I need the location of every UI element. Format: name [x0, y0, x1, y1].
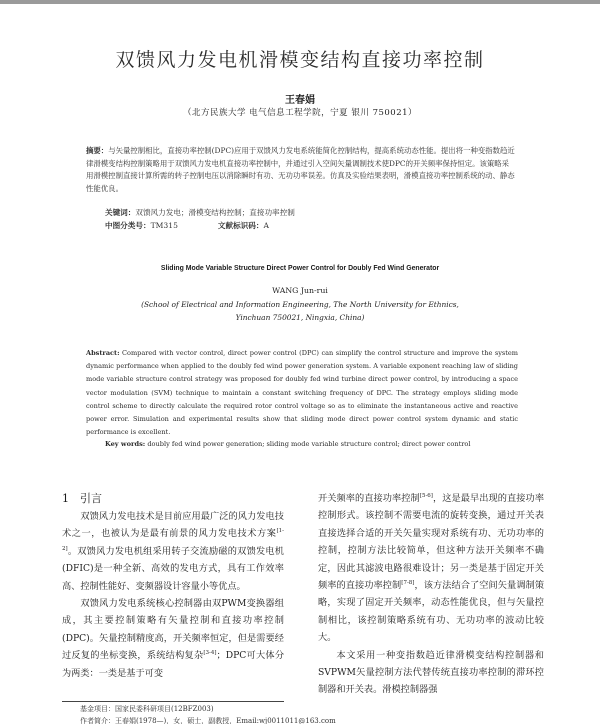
citation: [3-4]: [203, 650, 217, 657]
section-number: 1: [62, 492, 69, 505]
chinese-keywords: [105, 207, 295, 218]
english-abstract: [86, 347, 518, 439]
english-affiliation-line2: Yinchuan 750021, Ningxia, China): [235, 313, 365, 322]
english-affiliation: [0, 298, 600, 324]
english-abstract-text: Compared with vector control, direct power control (DPC) can simplify the control structure and improve the system dynamic performance when applied to the doubly fed wind power generation system. A variable exponent reaching law of sliding mode variable structure control strategy was proposed for doubly fed wind turbine direct power control, by introducing a space vector modulation (SVM) technique to maintain a constant switching frequency of DPC. The strategy employs sliding mode control scheme to directly calculate the required rotor control voltage so as to eliminate the instantaneous active and reactive power error. Simulation and experimental results show that sliding mode direct power control system dynamic and static performance is excellent.: [86, 349, 518, 437]
citation: [5-6]: [419, 492, 433, 499]
chinese-abstract-label: 摘要：: [86, 146, 109, 155]
citation: [7-8]: [401, 579, 415, 586]
chinese-keywords-label: 关键词：: [105, 208, 136, 217]
english-affiliation-line1: (School of Electrical and Information Engineering, The North University for Ethnics,: [141, 300, 459, 309]
intro-paragraph-3: 本文采用一种变指数趋近律滑模变结构控制器和SVPWM矢量控制方法代替传统直接功率控制的滞环控制器和开关表。滑模控制器强: [318, 649, 544, 696]
footnote-rule: [62, 701, 284, 702]
right-column: [318, 490, 544, 699]
author-affiliation: （北方民族大学 电气信息工程学院，宁夏 银川 750021）: [182, 108, 418, 118]
section-heading: [62, 490, 102, 506]
chinese-keywords-text: 双馈风力发电；滑模变结构控制；直接功率控制: [135, 208, 295, 217]
english-author: WANG Jun-rui: [272, 286, 328, 295]
paper-title: 双馈风力发电机滑模变结构直接功率控制: [115, 49, 485, 71]
left-column: [62, 508, 284, 682]
english-keywords-label: Key words:: [105, 440, 146, 448]
author-name: 王春娟: [285, 95, 315, 106]
doc-code: A: [263, 221, 269, 230]
top-rule: [0, 0, 600, 4]
english-abstract-label: Abstract:: [86, 349, 120, 357]
citation: [1-2]: [62, 528, 284, 552]
footnote-fund: 基金项目：国家民委科研项目(12BFZ003): [80, 705, 214, 713]
english-keywords-text: doubly fed wind power generation; sliding mode variable structure control; direct power control: [147, 440, 471, 448]
chinese-abstract: [86, 145, 516, 195]
english-keywords: [105, 440, 525, 448]
intro-paragraph-continued: 开关频率的直接功率控制[5-6]，这是最早出现的直接功率控制形式。该控制不需要电流的旋转变换，通过开关表直接选择合适的开关矢量实现对系统有功、无功功率的控制，控制方法比较简单，但这种方法开关频率不确定，因此其滤波电路很难设计；另一类是基于固定开关频率的直接功率控制[7-8]，该方法结合了空间矢量调制策略，实现了固定开关频率，动态性能优良，但与矢量控制相比，该控制策略系统有功、无功功率的波动比较大。: [318, 492, 545, 644]
section-title: 引言: [80, 492, 102, 505]
intro-paragraph-1: 双馈风力发电技术是目前应用最广泛的风力发电技术之一，也被认为是最有前景的风力发电技术方案[1-2]。双馈风力发电机组采用转子交流励磁的双馈发电机(DFIC)是一种全新、高效的发电方式，具有工作效率高、控制性能好、变频器设计容量小等优点。: [62, 511, 284, 592]
intro-paragraph-2: 双馈风力发电系统核心控制器由双PWM变换器组成，其主要控制策略有矢量控制和直接功率控制(DPC)。矢量控制精度高，开关频率恒定，但是需要经过反复的坐标变换，系统结构复杂[3-4]；DPC可大体分为两类：一类是基于可变: [62, 598, 285, 679]
doc-code-label: 文献标识码：: [217, 221, 264, 230]
chinese-abstract-text: 与矢量控制相比，直接功率控制(DPC)应用于双馈风力发电系统能简化控制结构，提高系统动态性能。提出将一种变指数趋近律滑模变结构控制策略用于双馈风力发电机直接功率控制中，并通过引入空间矢量调制技术使DPC的开关频率保持恒定。该策略采用滑模控制直接计算所需的转子控制电压以消除瞬时有功、无功功率误差。仿真及实验结果表明，滑模直接功率控制系统的动、静态性能优良。: [86, 146, 515, 193]
english-title: Sliding Mode Variable Structure Direct Power Control for Doubly Fed Wind Generator: [160, 265, 440, 272]
classification-line: [105, 220, 269, 231]
footnote-author: 作者简介：王春娟(1978—)，女，硕士，副教授，Email:wj0011011@163.com: [80, 717, 336, 724]
clc-label: 中图分类号：: [105, 221, 151, 230]
clc-number: TM315: [150, 221, 178, 230]
